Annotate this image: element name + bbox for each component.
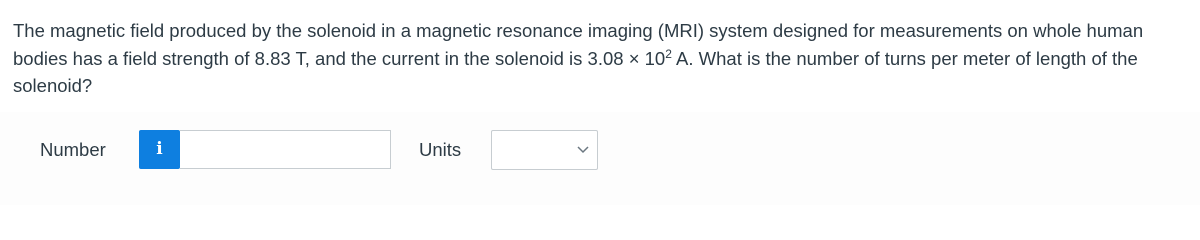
units-select[interactable] <box>491 130 598 170</box>
chevron-down-icon <box>577 146 589 154</box>
question-text <box>13 17 1185 100</box>
question-text-part2: A. What is the number of turns per meter of length of the solenoid? <box>13 47 1138 96</box>
units-label: Units <box>419 139 462 160</box>
question-text-part1: The magnetic field produced by the solenoid in a magnetic resonance imaging (MRI) system designed for measurements on whole human bodies has a field strength of 8.83 T, and the current in the solenoid is 3.08 × 10 <box>13 20 1144 69</box>
info-button[interactable] <box>139 130 180 169</box>
info-icon: i <box>156 139 163 159</box>
exponent: 2 <box>665 46 672 61</box>
number-input[interactable] <box>180 130 391 169</box>
number-label: Number <box>40 139 106 160</box>
answer-row <box>0 112 1200 205</box>
